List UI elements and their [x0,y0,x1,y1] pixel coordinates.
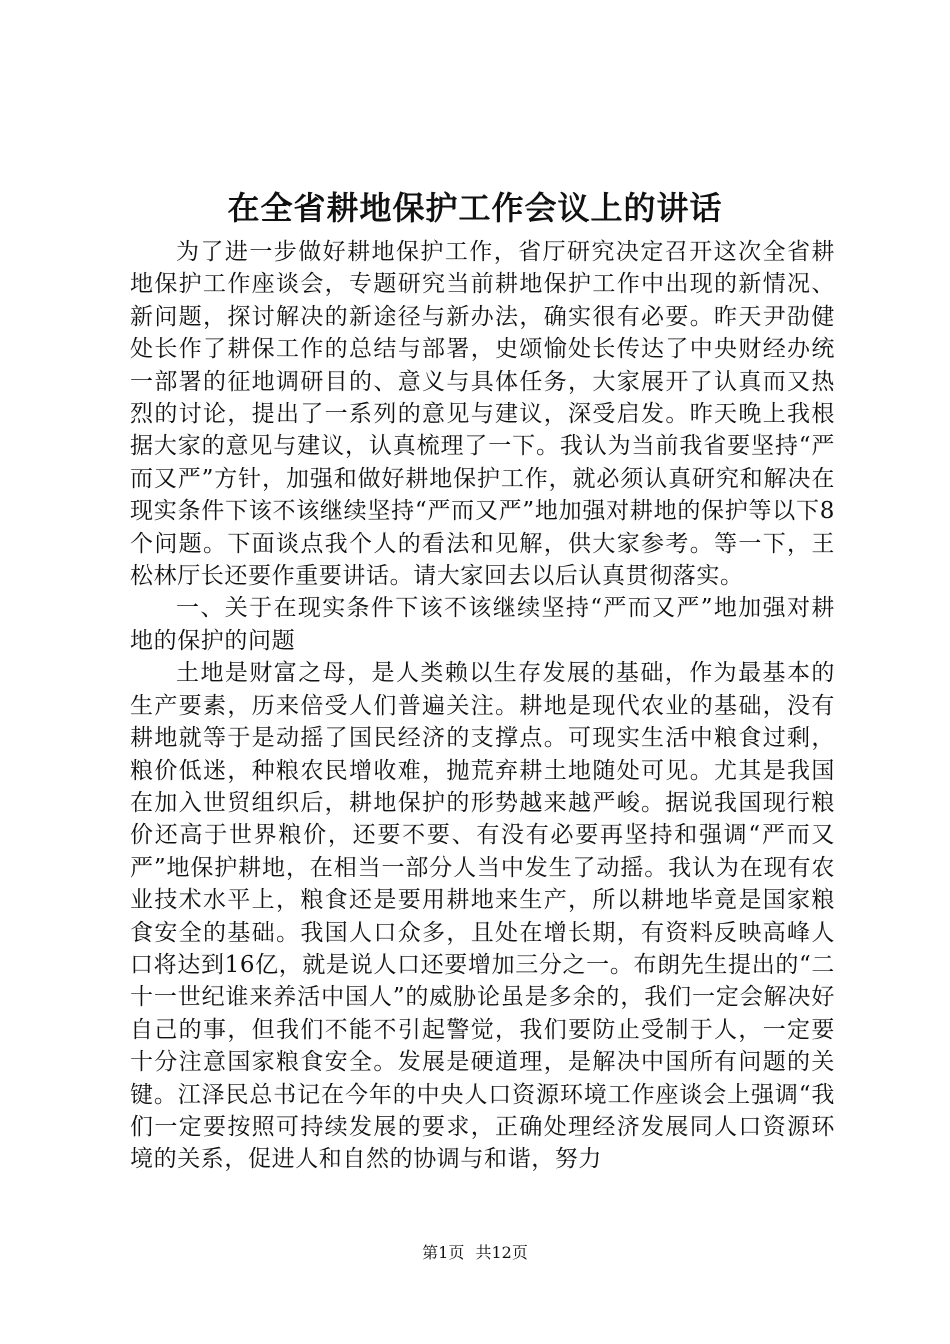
page-total: 共12页 [475,1243,528,1262]
paragraph-intro: 为了进一步做好耕地保护工作，省厅研究决定召开这次全省耕地保护工作座谈会，专题研究当前耕地保护工作中出现的新情况、新问题，探讨解决的新途径与新办法，确实很有必要。昨天尹劭健处长作了耕保工作的总结与部署，史颂愉处长传达了中央财经办统一部署的征地调研目的、意义与具体任务，大家展开了认真而又热烈的讨论，提出了一系列的意见与建议，深受启发。昨天晚上我根据大家的意见与建议，认真梳理了一下。我认为当前我省要坚持“严而又严”方针，加强和做好耕地保护工作，就必须认真研究和解决在现实条件下该不该继续坚持“严而又严”地加强对耕地的保护等以下8个问题。下面谈点我个人的看法和见解，供大家参考。等一下，王松林厅长还要作重要讲话。请大家回去以后认真贯彻落实。 [130,239,835,590]
document-title: 在全省耕地保护工作会议上的讲话 [227,189,723,227]
page-footer [0,1242,950,1264]
document-body [130,236,835,1176]
paragraph-section-body: 土地是财富之母，是人类赖以生存发展的基础，作为最基本的生产要素，历来倍受人们普遍关注。耕地是现代农业的基础，没有耕地就等于是动摇了国民经济的支撑点。可现实生活中粮食过剩，粮价低迷，种粮农民增收难，抛荒弃耕土地随处可见。尤其是我国在加入世贸组织后，耕地保护的形势越来越严峻。据说我国现行粮价还高于世界粮价，还要不要、有没有必要再坚持和强调“严而又严”地保护耕地，在相当一部分人当中发生了动摇。我认为在现有农业技术水平上，粮食还是要用耕地来生产，所以耕地毕竟是国家粮食安全的基础。我国人口众多，且处在增长期，有资料反映高峰人口将达到16亿，就是说人口还要增加三分之一。布朗先生提出的“二十一世纪谁来养活中国人”的威胁论虽是多余的，我们一定会解决好自己的事，但我们不能不引起警觉，我们要防止受制于人，一定要十分注意国家粮食安全。发展是硬道理，是解决中国所有问题的关键。江泽民总书记在今年的中央人口资源环境工作座谈会上强调“我们一定要按照可持续发展的要求，正确处理经济发展同人口资源环境的关系，促进人和自然的协调与和谐，努力 [130,660,835,1173]
page-number: 第1页 [422,1243,465,1262]
paragraph-section-heading: 一、关于在现实条件下该不该继续坚持“严而又严”地加强对耕地的保护的问题 [130,595,835,654]
